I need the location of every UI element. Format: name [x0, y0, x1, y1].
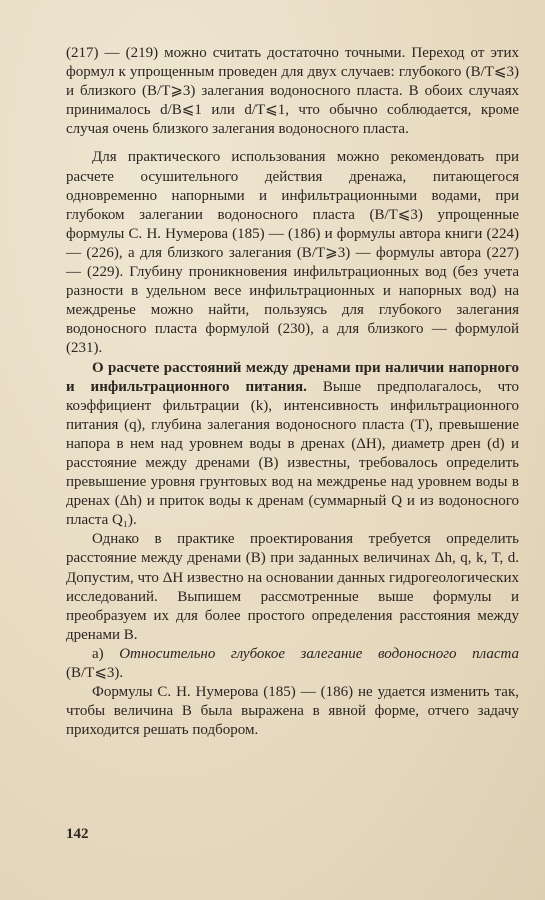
- paragraph-numerov-formulas: [66, 683, 519, 740]
- paragraph-design-practice: [66, 530, 519, 645]
- paragraph-case-a: [66, 645, 519, 683]
- page-number: 142: [66, 826, 89, 842]
- section-heading: О расчете расстояний между дренами при наличии напорного и инфильтрационного питания.: [66, 359, 519, 395]
- page-text: [66, 44, 519, 740]
- paragraph-text: Однако в практике проектирования требуется определить расстояние между дренами (B) при заданных величинах Δh, q, k, T, d. Допустим, что ΔH известно на основании данных гидрогеологических исследований. Выпишем рассмотренные выше формулы и преобразуем их для более простого определения расстояния между дренами B.: [66, 531, 519, 643]
- paragraph-formula-conditions: [66, 44, 519, 139]
- paragraph-text: Выше предполагалось, что коэффициент фильтрации (k), интенсивность инфильтрационного питания (q), глубина залегания водоносного пласта (T), превышение напора в нем над уровнем воды в дренах (ΔH), диаметр дрен (d) и расстояние между дренами (B) известны, требовалось определить превышение уровня грунтовых вод на междренье над уровнем воды в дренах (Δh) и приток воды к дренам (суммарный Q и из водоносного пласта Q₁).: [66, 378, 519, 529]
- paragraph-text: (217) — (219) можно считать достаточно точными. Переход от этих формул к упрощенным проведен для двух случаев: глубокого (B/T⩽3) и близкого (B/T⩾3) залегания водоносного пласта. В обоих случаях принималось d/B⩽1 или d/T⩽1, что обычно соблюдается, кроме случая очень близкого залегания водоносного пласта.: [66, 45, 519, 138]
- case-condition: (B/T⩽3).: [66, 665, 124, 681]
- paragraph-text: Для практического использования можно рекомендовать при расчете осушительного действия дренажа, питающегося одновременно напорными и инфильтрационными водами, при глубоком залегании водоносного пласта (B/T⩽3) упрощенные формулы С. Н. Нумерова (185) — (186) и формулы автора книги (224) — (226), а для близкого залегания (B/T⩾3) — формулы автора (227) — (229). Глубину проникновения инфильтрационных вод (без учета разности в удельном весе инфильтрационных и напорных вод) на междренье можно найти, пользуясь для глубокого залегания водоносного пласта формулой (230), а для близкого — формулой (231).: [66, 149, 519, 357]
- case-marker: а): [92, 645, 120, 662]
- paragraph-drain-distance: [66, 359, 519, 531]
- case-title: Относительно глубокое залегание водоносного пласта: [119, 645, 519, 662]
- paragraph-text: Формулы С. Н. Нумерова (185) — (186) не удается изменить так, чтобы величина B была выражена в явной форме, отчего задачу приходится решать подбором.: [66, 684, 519, 739]
- paragraph-practical-use: [66, 148, 519, 358]
